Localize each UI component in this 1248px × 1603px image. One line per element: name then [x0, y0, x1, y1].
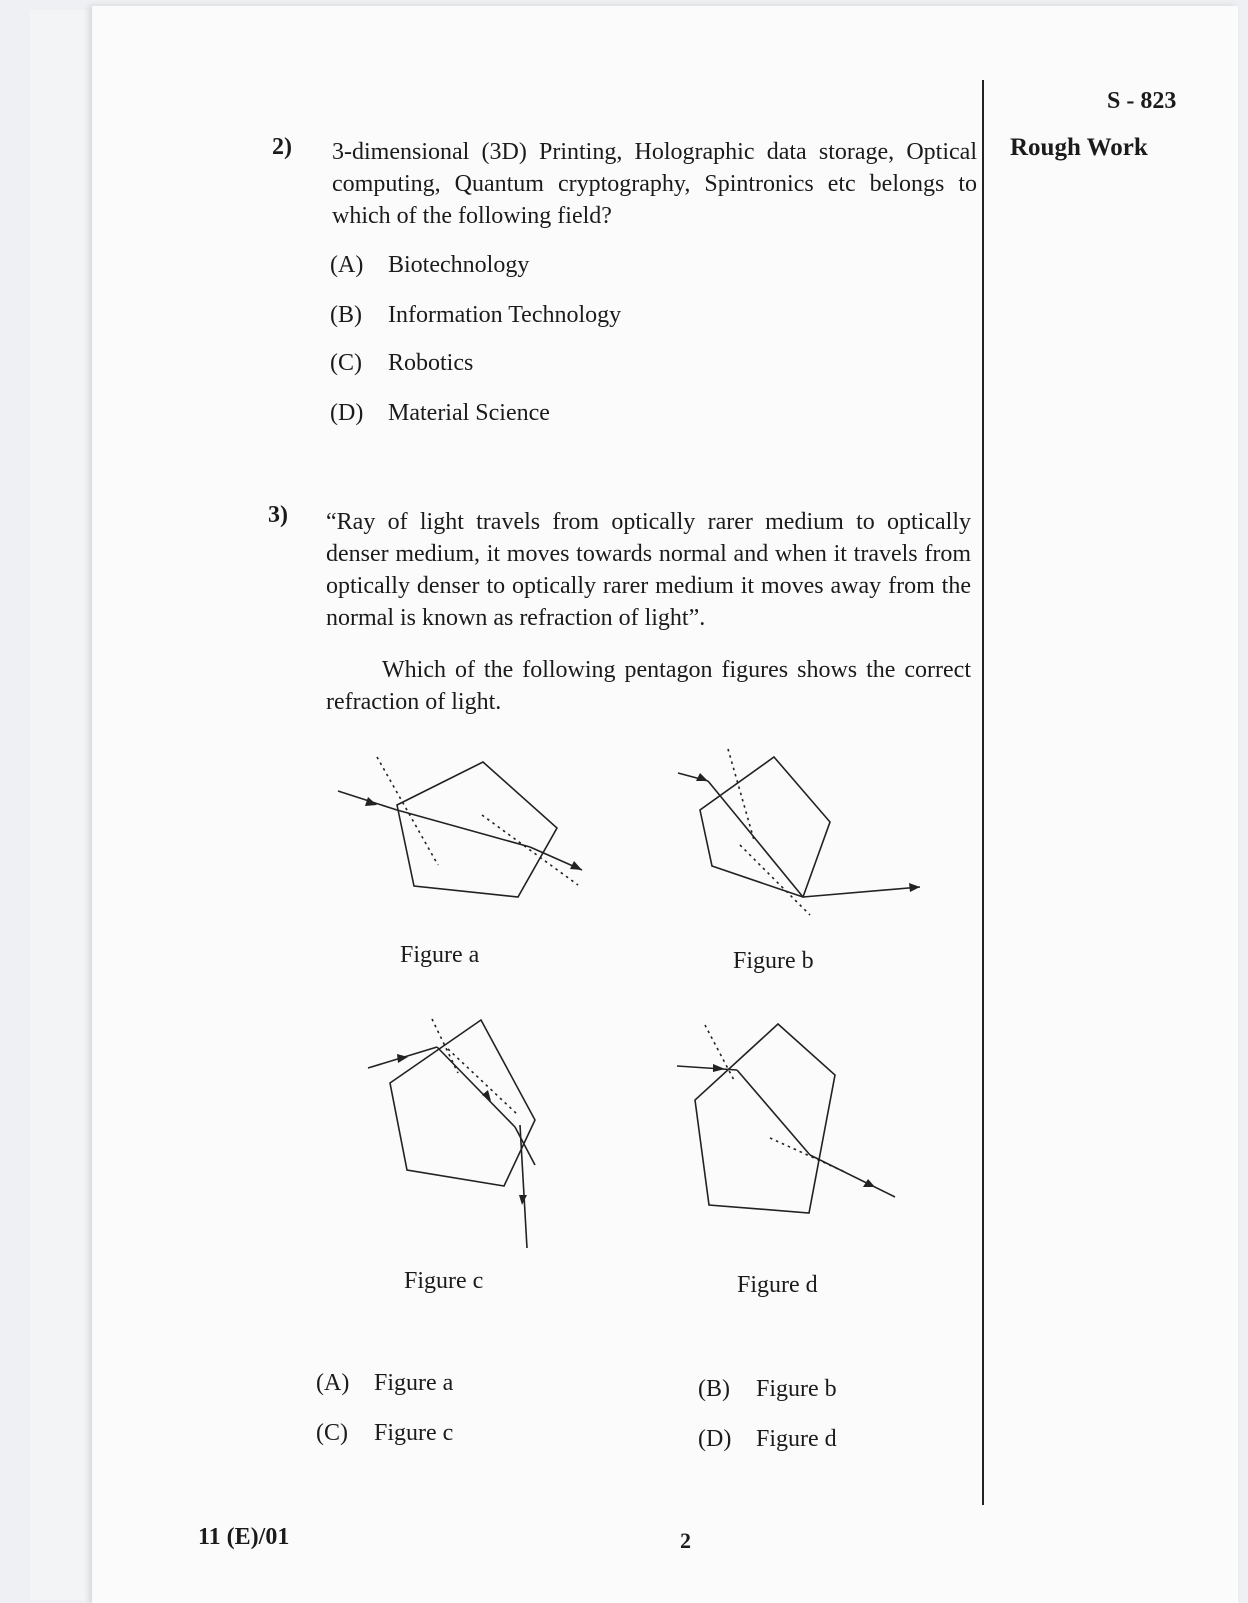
option-label: (D) [330, 400, 364, 426]
arrowhead [909, 883, 920, 892]
arrowhead [713, 1064, 725, 1072]
question-3-option-d[interactable] [698, 1426, 837, 1453]
emergent-ray [515, 1127, 535, 1165]
refracted-ray [737, 1070, 810, 1155]
question-3-option-a[interactable] [316, 1370, 453, 1397]
figure-a-label: Figure a [400, 942, 480, 968]
rough-work-heading: Rough Work [1010, 134, 1148, 161]
option-label: (A) [330, 252, 364, 278]
option-text: Figure b [756, 1376, 837, 1402]
arrowhead [863, 1179, 875, 1187]
set-code: S - 823 [1107, 88, 1177, 114]
figure-b-label: Figure b [733, 948, 814, 974]
option-label: (B) [698, 1376, 730, 1402]
option-text: Information Technology [388, 302, 622, 328]
question-2-option-c[interactable] [330, 350, 473, 377]
option-text: Figure a [374, 1370, 454, 1396]
question-3-number: 3) [268, 502, 288, 528]
exam-page [92, 6, 1238, 1603]
question-3-text: “Ray of light travels from optically rarer medium to optically denser medium, it moves towards normal and when it travels from optically denser to optically rarer medium it moves away from the normal is known as refraction of light”. [326, 509, 971, 631]
arrowhead [696, 773, 708, 781]
figure-d-label: Figure d [737, 1272, 818, 1298]
arrowhead [482, 1090, 491, 1101]
figure-c-label: Figure c [404, 1268, 484, 1294]
option-label: (D) [698, 1426, 732, 1452]
rough-work-divider [982, 80, 984, 1505]
paper-code: 11 (E)/01 [198, 1524, 290, 1550]
question-3-prompt: Which of the following pentagon figures shows the correct refraction of light. [326, 657, 971, 715]
normal-line [448, 1049, 518, 1115]
pentagon [695, 1024, 835, 1213]
question-2-text: 3-dimensional (3D) Printing, Holographic data storage, Optical computing, Quantum cryptography, Spintronics etc belongs to which of the following field? [332, 139, 977, 229]
page-number: 2 [680, 1528, 691, 1553]
figure-b-diagram [670, 745, 930, 945]
refracted-ray [708, 781, 803, 897]
underlying-page-edge [30, 10, 100, 1600]
option-text: Biotechnology [388, 252, 530, 278]
refracted-ray [397, 810, 530, 847]
question-2-option-a[interactable] [330, 252, 529, 279]
emergent-ray [803, 887, 920, 897]
option-text: Material Science [388, 400, 550, 426]
figure-a-diagram [330, 745, 590, 925]
option-label: (A) [316, 1370, 350, 1396]
figure-d-diagram [675, 1020, 915, 1240]
question-3-option-b[interactable] [698, 1376, 837, 1403]
question-3-option-c[interactable] [316, 1420, 453, 1447]
pentagon [390, 1020, 535, 1186]
option-label: (C) [330, 350, 362, 376]
pentagon [700, 757, 830, 897]
option-text: Robotics [388, 350, 474, 376]
question-2-option-d[interactable] [330, 400, 550, 427]
incident-ray [677, 1066, 737, 1070]
figure-c-diagram [360, 1015, 560, 1255]
option-text: Figure d [756, 1426, 837, 1452]
arrowhead [519, 1195, 527, 1205]
option-text: Figure c [374, 1420, 454, 1446]
arrowhead [570, 861, 582, 870]
pentagon [397, 762, 557, 897]
option-label: (C) [316, 1420, 348, 1446]
emergent-ray [810, 1155, 895, 1197]
arrowhead [365, 797, 377, 806]
question-2-option-b[interactable] [330, 302, 621, 329]
normal-line [377, 757, 438, 865]
option-label: (B) [330, 302, 362, 328]
question-2-number: 2) [272, 134, 292, 160]
normal-line [705, 1025, 735, 1082]
arrowhead [397, 1054, 408, 1063]
normal-line [728, 749, 754, 840]
refracted-ray [437, 1047, 515, 1127]
normal-line [740, 845, 810, 915]
